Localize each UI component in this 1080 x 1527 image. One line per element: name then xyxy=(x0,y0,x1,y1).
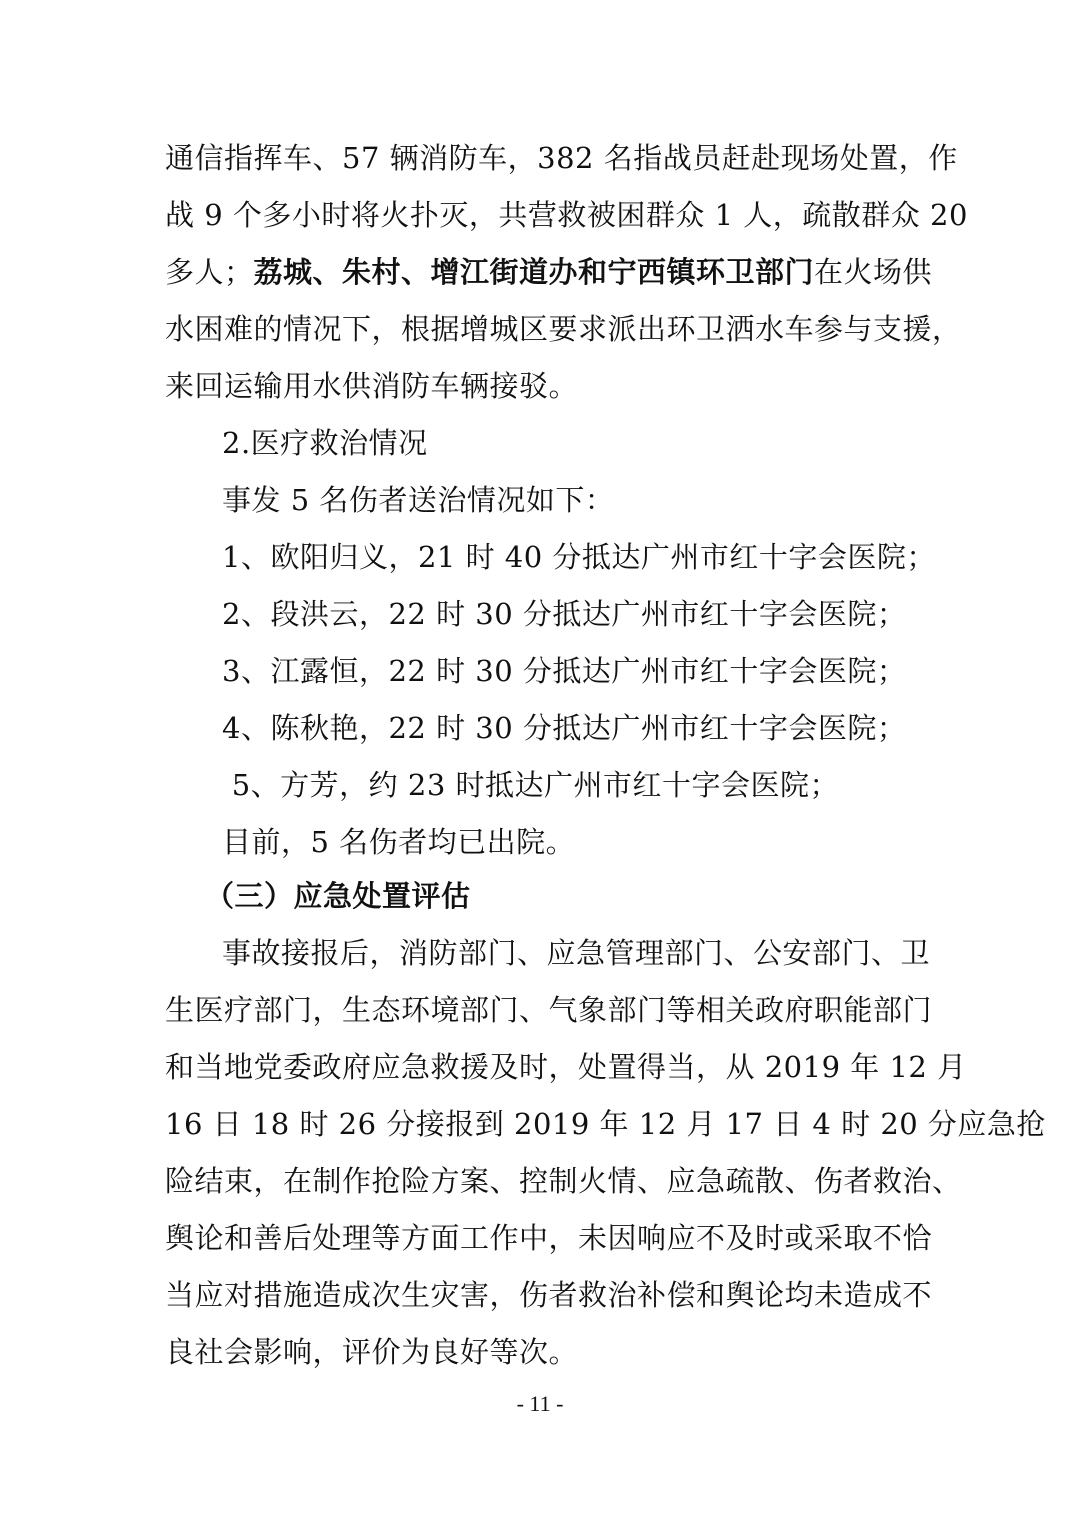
body-text: 在火场供 xyxy=(814,255,933,289)
body-line: 16 日 18 时 26 分接报到 2019 年 12 月 17 日 4 时 20 分应急抢 xyxy=(165,1107,1046,1141)
body-line: 战 9 个多小时将火扑灭，共营救被困群众 1 人，疏散群众 20 xyxy=(165,198,968,232)
body-line: 水困难的情况下，根据增城区要求派出环卫洒水车参与支援， xyxy=(165,312,962,346)
list-item: 1、欧阳归义，21 时 40 分抵达广州市红十字会医院； xyxy=(222,540,936,574)
body-line: 险结束，在制作抢险方案、控制火情、应急疏散、伤者救治、 xyxy=(165,1164,962,1198)
body-line: 良社会影响，评价为良好等次。 xyxy=(165,1335,579,1369)
section-heading: （三）应急处置评估 xyxy=(205,879,471,913)
body-line: 事发 5 名伤者送治情况如下： xyxy=(222,483,615,517)
body-line: 生医疗部门，生态环境部门、气象部门等相关政府职能部门 xyxy=(165,993,933,1027)
body-line: 通信指挥车、57 辆消防车，382 名指战员赶赴现场处置，作 xyxy=(165,141,958,175)
list-item: 2、段洪云，22 时 30 分抵达广州市红十字会医院； xyxy=(222,597,907,631)
body-line: 当应对措施造成次生灾害，伤者救治补偿和舆论均未造成不 xyxy=(165,1278,933,1312)
bold-text: 荔城、朱村、增江街道办和宁西镇环卫部门 xyxy=(253,255,815,289)
list-item: 4、陈秋艳，22 时 30 分抵达广州市红十字会医院； xyxy=(222,711,907,745)
list-item: 5、方芳，约 23 时抵达广州市红十字会医院； xyxy=(222,768,840,802)
page-number: - 11 - xyxy=(516,1391,564,1416)
list-item: 3、江露恒，22 时 30 分抵达广州市红十字会医院； xyxy=(222,654,907,688)
body-line: 和当地党委政府应急救援及时，处置得当，从 2019 年 12 月 xyxy=(165,1050,967,1084)
body-line: 事故接报后，消防部门、应急管理部门、公安部门、卫 xyxy=(222,936,931,970)
body-line: 舆论和善后处理等方面工作中，未因响应不及时或采取不恰 xyxy=(165,1221,933,1255)
body-text: 多人； xyxy=(165,255,254,289)
body-line xyxy=(165,252,933,292)
section-heading: 2.医疗救治情况 xyxy=(222,426,428,460)
body-line: 目前，5 名伤者均已出院。 xyxy=(222,825,576,859)
body-line: 来回运输用水供消防车辆接驳。 xyxy=(165,369,579,403)
